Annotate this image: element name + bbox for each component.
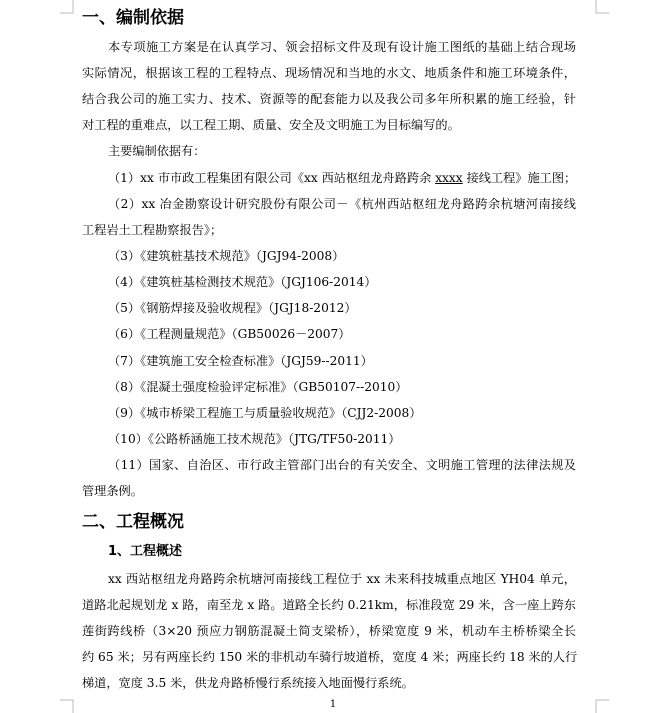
paragraph-line: 道路北起规划龙 x 路，南至龙 x 路。道路全长约 0.21km，标准段宽 29 米，含一座上跨东 [82,598,576,612]
crop-mark-top-left [60,0,74,14]
paragraph-line: 实际情况，根据该工程的工程特点、现场情况和当地的水文、地质条件和施工环境条件， [82,66,576,80]
basis-intro: 主要编制依据有： [108,144,206,158]
basis-item: （4）《建筑桩基检测技术规范》（JGJ106-2014） [108,275,377,289]
paragraph-line: 对工程的重难点，以工程工期、质量、安全及文明施工为目标编写的。 [82,118,460,132]
basis-item: （8）《混凝土强度检验评定标准》（GB50107--2010） [108,380,408,394]
paragraph-line: 本专项施工方案是在认真学习、领会招标文件及现有设计施工图纸的基础上结合现场 [108,40,576,54]
section-heading-basis: 一、编制依据 [82,8,184,28]
crop-mark-top-right [595,0,609,14]
basis-item: （7）《建筑施工安全检查标准》（JGJ59--2011） [108,354,373,368]
paragraph-line: xx 西站枢纽龙舟路跨余杭塘河南接线工程位于 xx 未来科技城重点地区 YH04 单元， [108,572,576,586]
basis-item-1-underlined: xxxx [435,171,463,185]
basis-item: （10）《公路桥涵施工技术规范》（JTG/TF50-2011） [108,432,401,446]
paragraph-line: 莲街跨线桥（3×20 预应力钢筋混凝土简支梁桥），桥梁宽度 9 米，机动车主桥桥梁全长 [82,624,576,638]
section-heading-overview: 二、工程概况 [82,512,184,532]
basis-item: （5）《钢筋焊接及验收规程》（JGJ18-2012） [108,301,357,315]
basis-item-1-before: （1）xx 市市政工程集团有限公司《xx 西站枢纽龙舟路跨余 [108,171,436,185]
basis-item: （9）《城市桥梁工程施工与质量验收规范》（CJJ2-2008） [108,406,422,420]
basis-item-2-line: （2）xx 冶金勘察设计研究股份有限公司－《杭州西站枢纽龙舟路跨余杭塘河南接线 [108,197,576,211]
subsection-heading: 1、工程概述 [108,544,183,559]
basis-item-2-line: 工程岩土工程勘察报告》； [82,223,223,237]
paragraph-line: 梯道，宽度 3.5 米，供龙舟路桥慢行系统接入地面慢行系统。 [82,676,414,690]
basis-item-11-line: （11）国家、自治区、市行政主管部门出台的有关安全、文明施工管理的法律法规及 [108,458,576,472]
paragraph-line: 结合我公司的施工实力、技术、资源等的配套能力以及我公司多年所积累的施工经验，针 [82,92,576,106]
basis-item: （3）《建筑桩基技术规范》（JGJ94-2008） [108,249,345,263]
page-number: 1 [329,699,337,710]
basis-item-11-line: 管理条例。 [82,484,143,498]
basis-item-1 [108,169,576,187]
paragraph-line: 约 65 米；另有两座长约 150 米的非机动车骑行坡道桥，宽度 4 米；两座长约 18 米的人行 [82,650,578,664]
basis-item-1-after: 接线工程》施工图； [462,171,577,185]
basis-item: （6）《工程测量规范》（GB50026－2007） [108,327,351,341]
